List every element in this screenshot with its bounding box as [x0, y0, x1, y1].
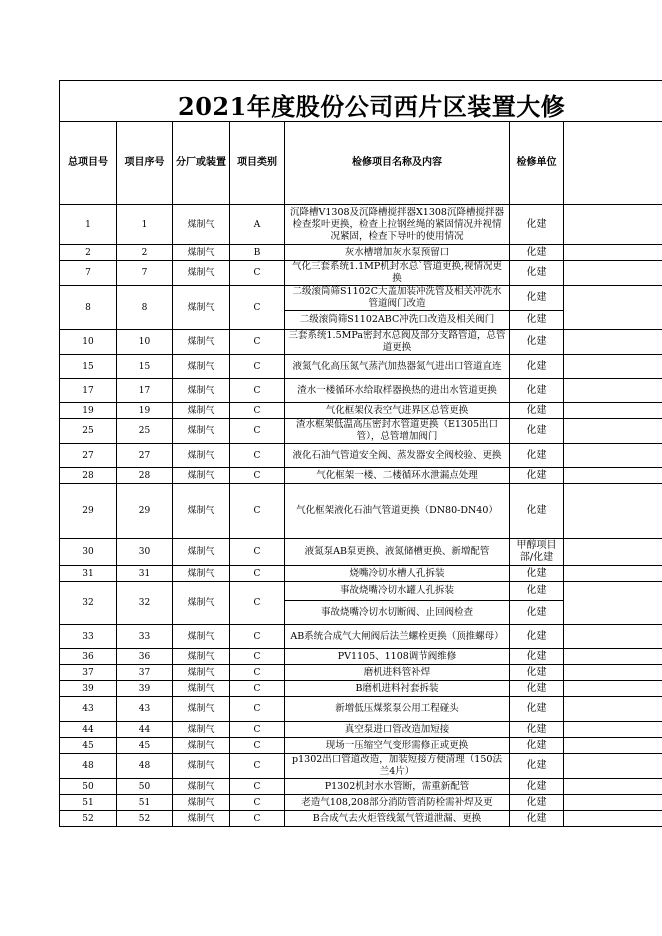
cell-content: 二级滚筒筛S1102C大盖加装冲洗管及相关冲洗水管道阀门改造	[285, 286, 510, 311]
cell-item-no: 39	[117, 681, 173, 697]
sheet-title: 2021年度股份公司西片区装置大修	[178, 92, 566, 121]
cell-item-no: 32	[117, 582, 173, 625]
cell-category: C	[230, 286, 285, 330]
cell-content: 气化框架一楼、二楼循环水泄漏点处理	[285, 468, 510, 484]
cell-category: C	[230, 779, 285, 795]
cell-plant: 煤制气	[173, 355, 230, 379]
cell-content: 二级滚筒筛S1102ABC冲洗口改造及相关阀门	[285, 311, 510, 330]
cell-content: 液氮气化高压氮气蒸汽加热器氮气进出口管道直连	[285, 355, 510, 379]
table-row	[60, 419, 662, 444]
cell-total-no: 39	[60, 681, 117, 697]
cell-total-no: 45	[60, 738, 117, 754]
table-row	[60, 444, 662, 468]
cell-unit: 化建	[510, 261, 564, 286]
cell-total-no: 15	[60, 355, 117, 379]
cell-content: 事故烧嘴冷切水罐人孔拆装	[285, 582, 510, 601]
cell-blank	[564, 286, 662, 330]
cell-plant: 煤制气	[173, 419, 230, 444]
cell-blank	[564, 582, 662, 625]
cell-unit: 化建	[510, 484, 564, 539]
cell-plant: 煤制气	[173, 754, 230, 779]
cell-total-no: 52	[60, 811, 117, 827]
cell-category: C	[230, 722, 285, 738]
cell-content: p1302出口管道改造，加装短接方便清理（150法兰4片）	[285, 754, 510, 779]
cell-content: 气化三套系统1.1MP机封水总`管道更换,视情况更换	[285, 261, 510, 286]
cell-plant: 煤制气	[173, 795, 230, 811]
header-content: 检修项目名称及内容	[285, 122, 510, 205]
table-row	[60, 205, 662, 245]
cell-category: C	[230, 681, 285, 697]
cell-unit: 化建	[510, 403, 564, 419]
cell-unit: 化建	[510, 738, 564, 754]
table-row	[60, 379, 662, 403]
cell-blank	[564, 355, 662, 379]
cell-category: B	[230, 245, 285, 261]
cell-item-no: 27	[117, 444, 173, 468]
header-unit: 检修单位	[510, 122, 564, 205]
cell-unit: 化建	[510, 697, 564, 722]
cell-total-no: 2	[60, 245, 117, 261]
table-row	[60, 245, 662, 261]
cell-total-no: 10	[60, 330, 117, 355]
cell-total-no: 19	[60, 403, 117, 419]
cell-blank	[564, 681, 662, 697]
table-row	[60, 665, 662, 681]
cell-total-no: 50	[60, 779, 117, 795]
cell-plant: 煤制气	[173, 625, 230, 649]
cell-item-no: 25	[117, 419, 173, 444]
cell-content: 三套系统1.5MPa密封水总阀及部分支路管道，总管道更换	[285, 330, 510, 355]
cell-item-no: 52	[117, 811, 173, 827]
cell-blank	[564, 205, 662, 245]
cell-content: 老造气108,208部分消防管消防栓需补焊及更	[285, 795, 510, 811]
cell-plant: 煤制气	[173, 539, 230, 566]
cell-total-no: 36	[60, 649, 117, 665]
cell-blank	[564, 779, 662, 795]
cell-total-no: 33	[60, 625, 117, 649]
cell-content: 新增低压煤浆泵公用工程碰头	[285, 697, 510, 722]
cell-item-no: 8	[117, 286, 173, 330]
cell-total-no: 30	[60, 539, 117, 566]
header-row	[60, 122, 662, 205]
cell-plant: 煤制气	[173, 697, 230, 722]
header-total-no: 总项目号	[60, 122, 117, 205]
cell-plant: 煤制气	[173, 649, 230, 665]
cell-total-no: 17	[60, 379, 117, 403]
cell-plant: 煤制气	[173, 722, 230, 738]
cell-category: C	[230, 444, 285, 468]
cell-unit: 化建	[510, 444, 564, 468]
cell-category: C	[230, 468, 285, 484]
cell-plant: 煤制气	[173, 261, 230, 286]
cell-unit: 化建	[510, 379, 564, 403]
cell-plant: 煤制气	[173, 665, 230, 681]
cell-blank	[564, 379, 662, 403]
cell-plant: 煤制气	[173, 566, 230, 582]
cell-plant: 煤制气	[173, 468, 230, 484]
cell-category: C	[230, 379, 285, 403]
table-row	[60, 722, 662, 738]
cell-content: 气化框架仪表空气进界区总管更换	[285, 403, 510, 419]
cell-plant: 煤制气	[173, 379, 230, 403]
cell-content: 气化框架液化石油气管道更换（DN80-DN40）	[285, 484, 510, 539]
cell-content: P1302机封水水管断，需重新配管	[285, 779, 510, 795]
cell-unit: 化建	[510, 722, 564, 738]
cell-category: C	[230, 330, 285, 355]
cell-unit: 化建	[510, 625, 564, 649]
cell-content: AB系统合成气大闸阀后法兰螺栓更换（顶推螺母）	[285, 625, 510, 649]
cell-blank	[564, 419, 662, 444]
header-item-no: 项目序号	[117, 122, 173, 205]
cell-category: C	[230, 625, 285, 649]
table-row	[60, 795, 662, 811]
cell-item-no: 28	[117, 468, 173, 484]
cell-plant: 煤制气	[173, 403, 230, 419]
table-row	[60, 625, 662, 649]
cell-item-no: 31	[117, 566, 173, 582]
cell-total-no: 28	[60, 468, 117, 484]
cell-blank	[564, 468, 662, 484]
table-row	[60, 811, 662, 827]
cell-blank	[564, 665, 662, 681]
header-overflow	[564, 122, 662, 205]
cell-unit: 化建	[510, 330, 564, 355]
sheet-title-cell	[59, 80, 662, 121]
cell-unit: 化建	[510, 205, 564, 245]
cell-total-no: 29	[60, 484, 117, 539]
table-row	[60, 779, 662, 795]
cell-unit: 化建	[510, 665, 564, 681]
cell-category: C	[230, 419, 285, 444]
cell-plant: 煤制气	[173, 681, 230, 697]
cell-blank	[564, 566, 662, 582]
cell-blank	[564, 245, 662, 261]
table-row	[60, 484, 662, 539]
cell-category: C	[230, 582, 285, 625]
cell-plant: 煤制气	[173, 582, 230, 625]
cell-item-no: 37	[117, 665, 173, 681]
cell-blank	[564, 330, 662, 355]
cell-total-no: 32	[60, 582, 117, 625]
cell-category: C	[230, 738, 285, 754]
cell-item-no: 19	[117, 403, 173, 419]
cell-content: 渣水一楼循环水给取样器换热的进出水管道更换	[285, 379, 510, 403]
cell-blank	[564, 811, 662, 827]
cell-unit: 化建	[510, 286, 564, 311]
cell-content: 现场一压缩空气变形需修正或更换	[285, 738, 510, 754]
cell-item-no: 15	[117, 355, 173, 379]
cell-plant: 煤制气	[173, 205, 230, 245]
cell-category: C	[230, 261, 285, 286]
cell-item-no: 33	[117, 625, 173, 649]
cell-blank	[564, 539, 662, 566]
cell-total-no: 25	[60, 419, 117, 444]
cell-total-no: 27	[60, 444, 117, 468]
cell-category: C	[230, 811, 285, 827]
cell-category: C	[230, 539, 285, 566]
cell-plant: 煤制气	[173, 779, 230, 795]
cell-blank	[564, 444, 662, 468]
cell-item-no: 29	[117, 484, 173, 539]
cell-blank	[564, 754, 662, 779]
cell-category: C	[230, 403, 285, 419]
cell-total-no: 8	[60, 286, 117, 330]
cell-content: B合成气去火炬管线氮气管道泄漏、更换	[285, 811, 510, 827]
cell-unit: 化建	[510, 311, 564, 330]
cell-category: A	[230, 205, 285, 245]
cell-unit: 化建	[510, 779, 564, 795]
cell-plant: 煤制气	[173, 811, 230, 827]
cell-category: C	[230, 795, 285, 811]
header-plant: 分厂或装置	[173, 122, 230, 205]
table-row	[60, 286, 662, 311]
cell-category: C	[230, 484, 285, 539]
cell-item-no: 10	[117, 330, 173, 355]
cell-total-no: 43	[60, 697, 117, 722]
cell-total-no: 37	[60, 665, 117, 681]
cell-unit: 化建	[510, 355, 564, 379]
table-row	[60, 539, 662, 566]
table-row	[60, 681, 662, 697]
cell-item-no: 50	[117, 779, 173, 795]
cell-item-no: 45	[117, 738, 173, 754]
header-category: 项目类别	[230, 122, 285, 205]
cell-plant: 煤制气	[173, 330, 230, 355]
cell-unit: 化建	[510, 601, 564, 625]
cell-category: C	[230, 697, 285, 722]
table-row	[60, 649, 662, 665]
cell-category: C	[230, 649, 285, 665]
cell-blank	[564, 738, 662, 754]
table-row	[60, 330, 662, 355]
cell-content: 液氮泵AB泵更换、液氮储槽更换、新増配管	[285, 539, 510, 566]
cell-category: C	[230, 665, 285, 681]
cell-total-no: 44	[60, 722, 117, 738]
cell-content: 事故烧嘴冷切水切断阀、止回阀检查	[285, 601, 510, 625]
cell-plant: 煤制气	[173, 444, 230, 468]
cell-content: 灰水槽增加灰水泵预留口	[285, 245, 510, 261]
table-row	[60, 754, 662, 779]
cell-plant: 煤制气	[173, 286, 230, 330]
cell-item-no: 30	[117, 539, 173, 566]
table-row	[60, 261, 662, 286]
cell-item-no: 17	[117, 379, 173, 403]
cell-category: C	[230, 754, 285, 779]
table-row	[60, 738, 662, 754]
cell-plant: 煤制气	[173, 484, 230, 539]
cell-plant: 煤制气	[173, 738, 230, 754]
table-row	[60, 403, 662, 419]
cell-unit: 化建	[510, 754, 564, 779]
cell-unit: 甲醇项目部/化建	[510, 539, 564, 566]
cell-item-no: 1	[117, 205, 173, 245]
cell-unit: 化建	[510, 795, 564, 811]
cell-unit: 化建	[510, 566, 564, 582]
cell-blank	[564, 261, 662, 286]
spreadsheet	[59, 80, 662, 827]
cell-item-no: 48	[117, 754, 173, 779]
cell-blank	[564, 649, 662, 665]
table-row	[60, 468, 662, 484]
cell-unit: 化建	[510, 582, 564, 601]
cell-total-no: 48	[60, 754, 117, 779]
table-row	[60, 566, 662, 582]
cell-content: 烧嘴冷切水槽人孔拆装	[285, 566, 510, 582]
cell-content: 真空泵进口管改造加短接	[285, 722, 510, 738]
cell-unit: 化建	[510, 681, 564, 697]
cell-total-no: 51	[60, 795, 117, 811]
cell-blank	[564, 795, 662, 811]
cell-unit: 化建	[510, 468, 564, 484]
cell-blank	[564, 625, 662, 649]
cell-item-no: 43	[117, 697, 173, 722]
cell-item-no: 44	[117, 722, 173, 738]
cell-content: 液化石油气管道安全阀、蒸发器安全阀校验、更换	[285, 444, 510, 468]
cell-unit: 化建	[510, 649, 564, 665]
cell-content: 渣水框架低温高压密封水管道更换（E1305出口管），总管增加阀门	[285, 419, 510, 444]
cell-content: 磨机进料管补焊	[285, 665, 510, 681]
table-row	[60, 697, 662, 722]
cell-blank	[564, 484, 662, 539]
cell-item-no: 36	[117, 649, 173, 665]
cell-item-no: 7	[117, 261, 173, 286]
cell-content: PV1105、1108调节阀维修	[285, 649, 510, 665]
cell-item-no: 2	[117, 245, 173, 261]
cell-unit: 化建	[510, 419, 564, 444]
cell-total-no: 1	[60, 205, 117, 245]
cell-blank	[564, 722, 662, 738]
cell-content: 沉降槽V1308及沉降槽搅拌器X1308沉降槽搅拌器检查浆叶更换，检查上拉钢丝绳的紧固情况并视情况紧固，检查下导叶的使用情况	[285, 205, 510, 245]
maintenance-table	[59, 121, 662, 827]
cell-total-no: 7	[60, 261, 117, 286]
table-row	[60, 582, 662, 601]
table-row	[60, 355, 662, 379]
cell-total-no: 31	[60, 566, 117, 582]
cell-plant: 煤制气	[173, 245, 230, 261]
cell-category: C	[230, 355, 285, 379]
cell-unit: 化建	[510, 811, 564, 827]
cell-blank	[564, 403, 662, 419]
cell-category: C	[230, 566, 285, 582]
cell-blank	[564, 697, 662, 722]
cell-unit: 化建	[510, 245, 564, 261]
cell-content: B磨机进料衬套拆装	[285, 681, 510, 697]
cell-item-no: 51	[117, 795, 173, 811]
